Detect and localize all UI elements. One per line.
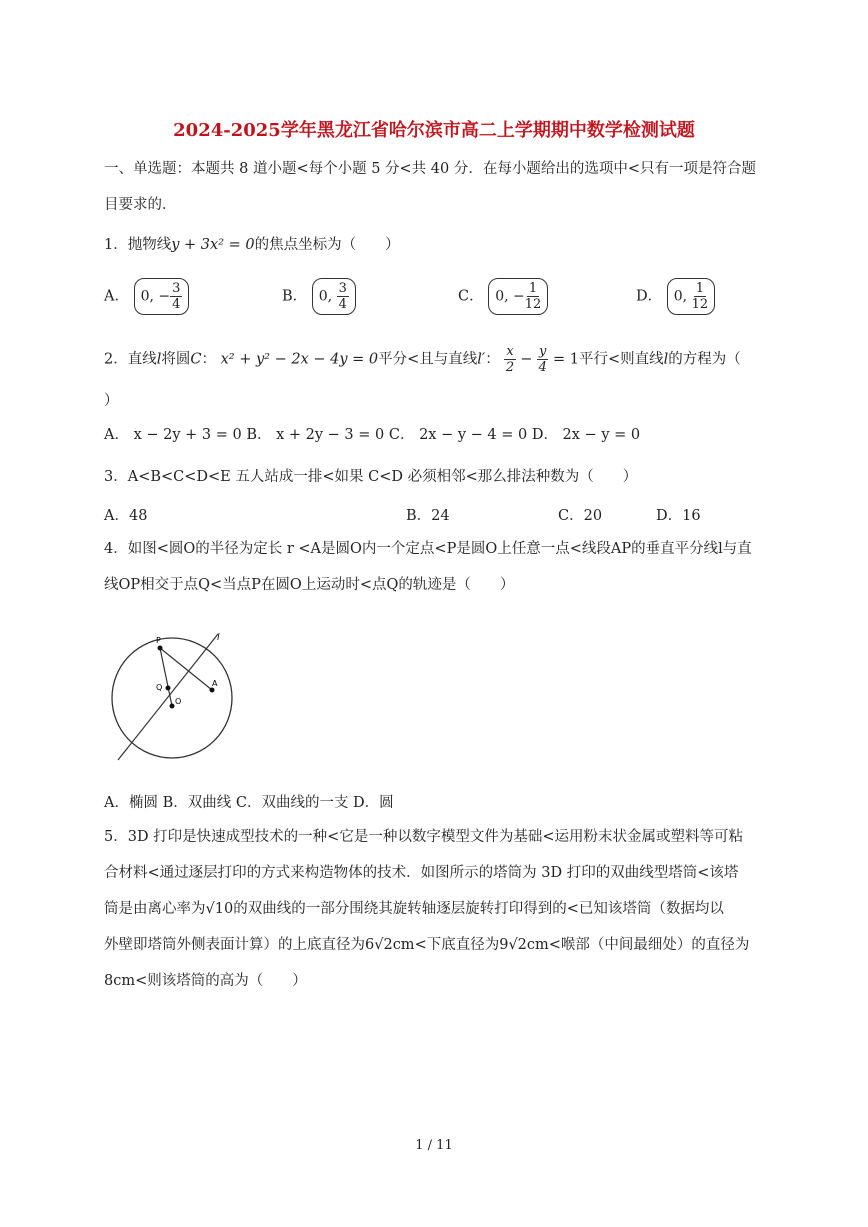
q3-option-d: D．16 — [656, 508, 701, 524]
q3-option-a: A．48 — [104, 508, 148, 524]
label-p: P — [156, 636, 161, 645]
q2-stem-line2: ） — [104, 393, 119, 409]
point-o — [170, 704, 175, 709]
point-p — [158, 646, 163, 651]
q5-line4: 外壁即塔筒外侧表面计算）的上底直径为6√2cm<下底直径为9√2cm<喉部（中间最细处）的直径为 — [104, 937, 750, 953]
circle-o — [112, 638, 232, 758]
label-a: A — [212, 679, 218, 688]
q5-line1: 5．3D 打印是快速成型技术的一种<它是一种以数字模型文件为基础<运用粉末状金属或塑料等可粘 — [104, 829, 743, 845]
q3-stem: 3．A<B<C<D<E 五人站成一排<如果 C<D 必须相邻<那么排法种数为（ ） — [104, 469, 638, 485]
q1-stem: 1．抛物线y + 3x² = 0的焦点坐标为（ ） — [104, 237, 400, 253]
q4-options: A．椭圆 B．双曲线 C．双曲线的一支 D．圆 — [104, 795, 394, 811]
point-q — [166, 686, 171, 691]
page-number: 1 / 11 — [415, 1138, 453, 1153]
point-a — [210, 688, 215, 693]
label-l: l — [217, 633, 220, 643]
section-heading-line1: 一、单选题：本题共 8 道小题<每个小题 5 分<共 40 分．在每小题给出的选项中<只有一项是符合题 — [104, 161, 757, 177]
q2-stem: 2．直线l将圆C： x² + y² − 2x − 4y = 0平分<且与直线l′： $\frac{x}{2}$ − $\frac{y}{4}$ = 1平行<则直线l的方程为（ — [104, 344, 741, 375]
q5-line2: 合材料<通过逐层打印的方式来构造物体的技术．如图所示的塔筒为 3D 打印的双曲线型塔筒<该塔 — [104, 865, 739, 881]
q5-line5: 8cm<则该塔筒的高为（ ） — [104, 973, 307, 989]
document-title: 2024-2025学年黑龙江省哈尔滨市高二上学期期中数学检测试题 — [173, 120, 695, 141]
q4-stem-line2: 线OP相交于点Q<当点P在圆O上运动时<点Q的轨迹是（ ） — [104, 577, 515, 593]
q3-option-c: C．20 — [558, 508, 603, 524]
q1-option-d: D． 0, $\frac{1}{12}$ — [636, 278, 715, 315]
q1-option-c: C． 0, − $\frac{1}{12}$ — [458, 278, 548, 315]
q1-option-a: A． 0, − $\frac{3}{4}$ — [104, 278, 189, 315]
label-q: Q — [156, 683, 163, 692]
q5-line3: 筒是由离心率为√10的双曲线的一部分围绕其旋转轴逐层旋转打印得到的<已知该塔筒（数据均以 — [104, 901, 724, 917]
q4-stem-line1: 4．如图<圆O的半径为定长 r <A是圆O内一个定点<P是圆O上任意一点<线段AP的垂直平分线l与直 — [104, 541, 752, 557]
q1-option-b: B． 0, $\frac{3}{4}$ — [282, 278, 356, 315]
label-o: O — [175, 697, 182, 706]
q2-options: A． x − 2y + 3 = 0 B． x + 2y − 3 = 0 C． 2x − y − 4 = 0 D． 2x − y = 0 — [104, 427, 641, 443]
q4-figure — [100, 620, 250, 770]
section-heading-line2: 目要求的． — [104, 197, 177, 213]
q3-option-b: B．24 — [406, 508, 450, 524]
